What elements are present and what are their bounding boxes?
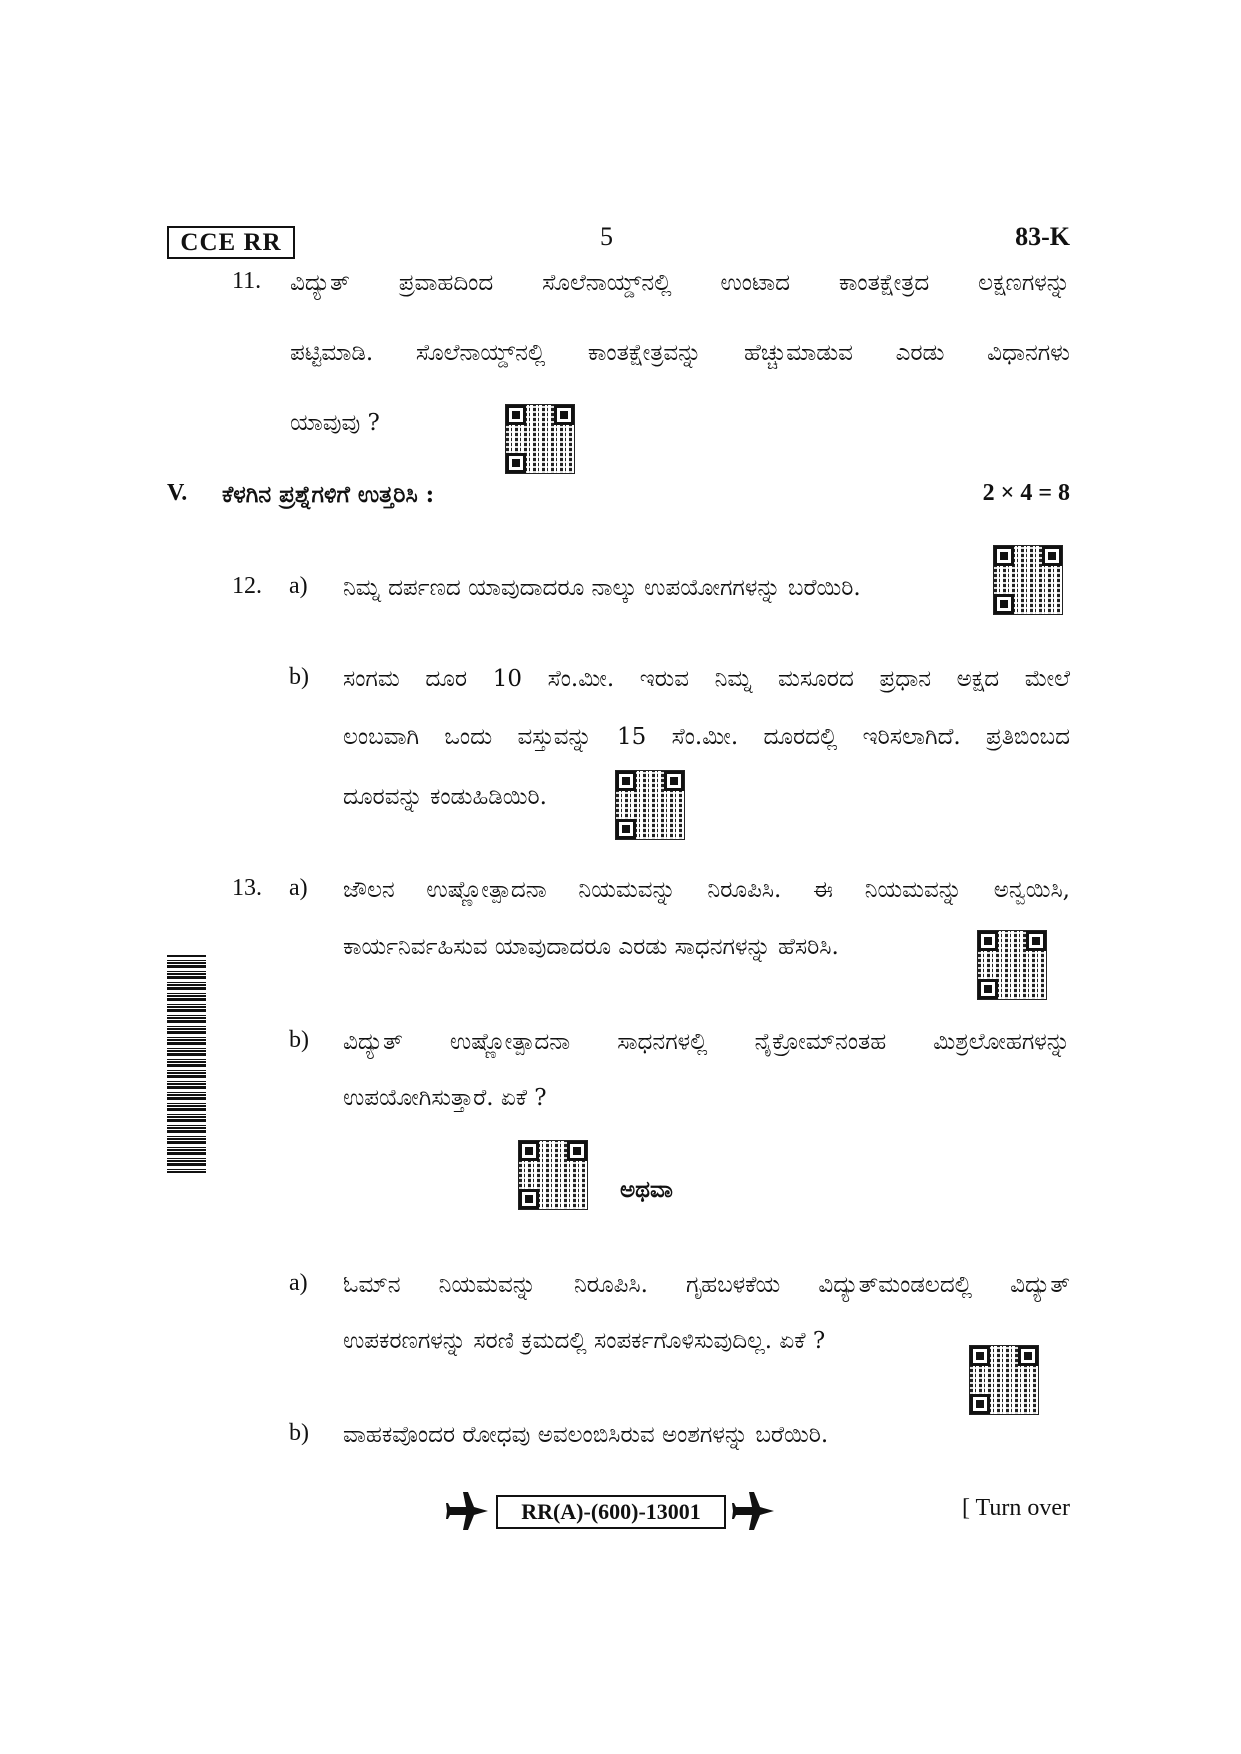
or-label: ಅಥವಾ (620, 1176, 673, 1203)
question-11-number: 11. (232, 268, 262, 294)
question-11-line-3: ಯಾವುವು ? (290, 410, 380, 436)
question-13a-line-1: ಜೌಲನ ಉಷ್ಣೋತ್ಪಾದನಾ ನಿಯಮವನ್ನು ನಿರೂಪಿಸಿ. ಈ ನಿಯಮವನ್ನು ಅನ್ವಯಿಸಿ, (343, 877, 1070, 903)
qr-code-icon (993, 545, 1063, 615)
question-12b-line-1: ಸಂಗಮ ದೂರ 10 ಸೆಂ.ಮೀ. ಇರುವ ನಿಮ್ನ ಮಸೂರದ ಪ್ರಧಾನ ಅಕ್ಷದ ಮೇಲೆ (343, 666, 1070, 692)
section-label: V. (167, 480, 188, 506)
question-13a-label: a) (289, 875, 308, 901)
question-12b-line-3: ದೂರವನ್ನು ಕಂಡುಹಿಡಿಯಿರಿ. (343, 784, 547, 810)
question-12b-label: b) (289, 664, 309, 690)
qr-code-icon (615, 770, 685, 840)
barcode-icon (167, 955, 206, 1173)
plane-left-icon (446, 1490, 490, 1532)
question-13-number: 13. (232, 875, 262, 901)
question-12b-line-2: ಲಂಬವಾಗಿ ಒಂದು ವಸ್ತುವನ್ನು 15 ಸೆಂ.ಮೀ. ದೂರದಲ್ಲಿ ಇರಿಸಲಾಗಿದೆ. ಪ್ರತಿಬಿಂಬದ (343, 724, 1070, 750)
question-13-alt-a-line-2: ಉಪಕರಣಗಳನ್ನು ಸರಣಿ ಕ್ರಮದಲ್ಲಿ ಸಂಪರ್ಕಗೊಳಿಸುವುದಿಲ್ಲ. ಏಕೆ ? (343, 1328, 826, 1354)
turn-over-label: [ Turn over (961, 1495, 1070, 1521)
question-11-line-2: ಪಟ್ಟಿಮಾಡಿ. ಸೊಲೆನಾಯ್ಡ್‌ನಲ್ಲಿ ಕಾಂತಕ್ಷೇತ್ರವನ್ನು ಹೆಚ್ಚುಮಾಡುವ ಎರಡು ವಿಧಾನಗಳು (290, 340, 1070, 366)
page-number: 5 (600, 222, 613, 251)
section-instruction: ಕೆಳಗಿನ ಪ್ರಶ್ನೆಗಳಿಗೆ ಉತ್ತರಿಸಿ : (222, 481, 435, 508)
question-13-alt-b-text: ವಾಹಕವೊಂದರ ರೋಧವು ಅವಲಂಬಿಸಿರುವ ಅಂಶಗಳನ್ನು ಬರೆಯಿರಿ. (343, 1422, 829, 1448)
question-13-alt-a-label: a) (289, 1270, 308, 1296)
question-13a-line-2: ಕಾರ್ಯನಿರ್ವಹಿಸುವ ಯಾವುದಾದರೂ ಎರಡು ಸಾಧನಗಳನ್ನು ಹೆಸರಿಸಿ. (343, 934, 839, 960)
qr-code-icon (518, 1140, 588, 1210)
qr-code-icon (505, 404, 575, 474)
question-12a-text: ನಿಮ್ನ ದರ್ಪಣದ ಯಾವುದಾದರೂ ನಾಲ್ಕು ಉಪಯೋಗಗಳನ್ನು ಬರೆಯಿರಿ. (343, 575, 861, 601)
qr-code-icon (977, 930, 1047, 1000)
qr-code-icon (969, 1345, 1039, 1415)
question-13b-label: b) (289, 1027, 309, 1053)
plane-right-icon (732, 1490, 776, 1532)
question-13-alt-b-label: b) (289, 1420, 309, 1446)
paper-code-box: CCE RR (167, 226, 295, 259)
question-12a-label: a) (289, 573, 308, 599)
section-marks: 2 × 4 = 8 (982, 480, 1070, 506)
question-13b-line-1: ವಿದ್ಯುತ್ ಉಷ್ಣೋತ್ಪಾದನಾ ಸಾಧನಗಳಲ್ಲಿ ನೈಕ್ರೋಮ್‌ನಂತಹ ಮಿಶ್ರಲೋಹಗಳನ್ನು (343, 1029, 1070, 1055)
footer-paper-code: RR(A)-(600)-13001 (496, 1495, 726, 1529)
question-13-alt-a-line-1: ಓಮ್‌ನ ನಿಯಮವನ್ನು ನಿರೂಪಿಸಿ. ಗೃಹಬಳಕೆಯ ವಿದ್ಯುತ್‌ಮಂಡಲದಲ್ಲಿ ವಿದ್ಯುತ್ (343, 1272, 1070, 1298)
question-11-line-1: ವಿದ್ಯುತ್ ಪ್ರವಾಹದಿಂದ ಸೊಲೆನಾಯ್ಡ್‌ನಲ್ಲಿ ಉಂಟಾದ ಕಾಂತಕ್ಷೇತ್ರದ ಲಕ್ಷಣಗಳನ್ನು (290, 270, 1070, 296)
question-12-number: 12. (232, 573, 262, 599)
question-13b-line-2: ಉಪಯೋಗಿಸುತ್ತಾರೆ. ಏಕೆ ? (343, 1085, 547, 1111)
subject-code: 83-K (1015, 222, 1070, 251)
